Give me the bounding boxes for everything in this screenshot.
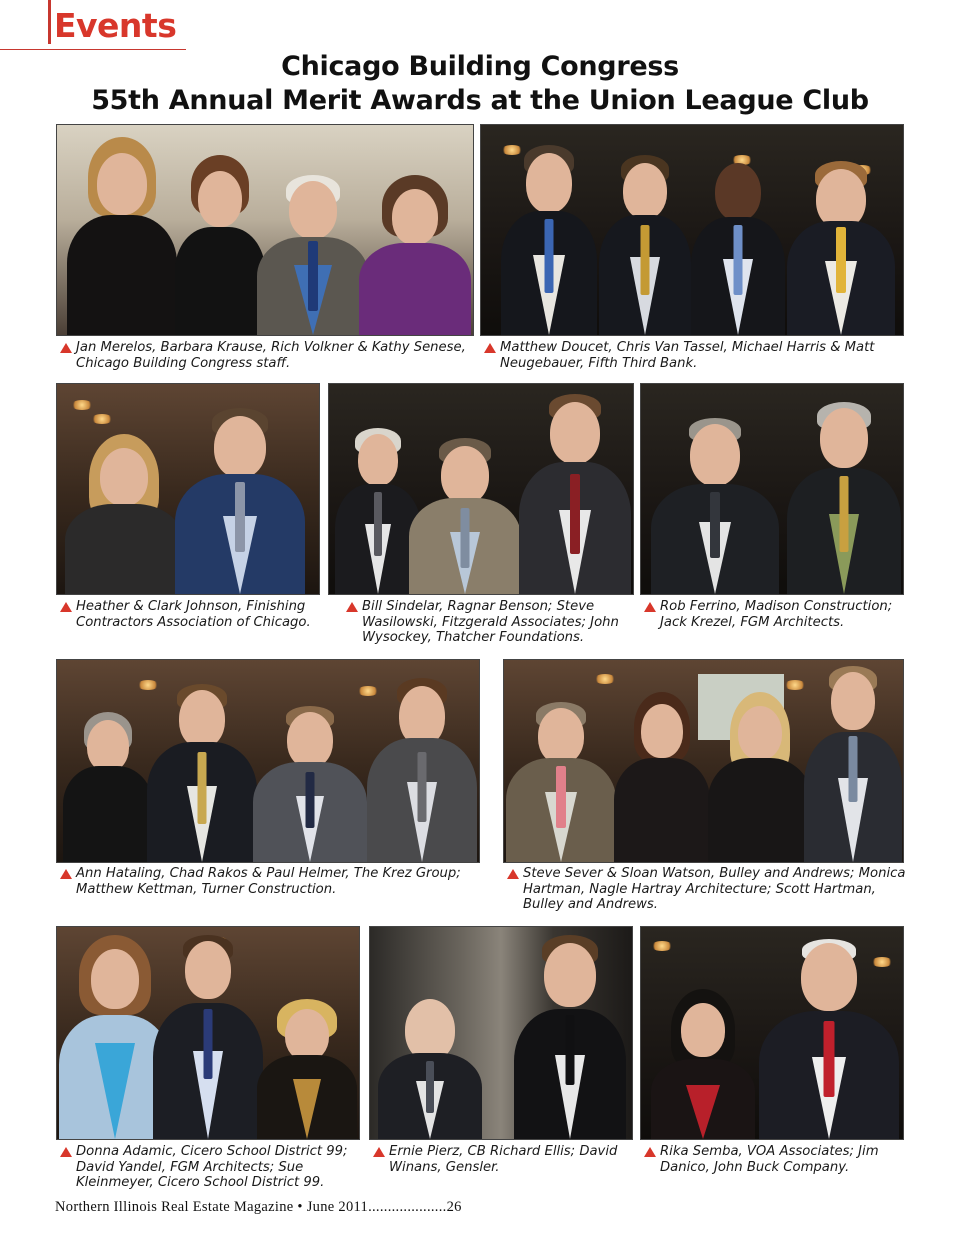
caption-triangle-icon [60, 343, 72, 353]
headline-line-2: 55th Annual Merit Awards at the Union League Club [91, 85, 869, 116]
caption-triangle-icon [346, 602, 358, 612]
photo-10-caption: Rika Semba, VOA Associates; Jim Danico, John Buck Company. [640, 1144, 904, 1175]
photo-9 [369, 926, 633, 1140]
photo-2-caption: Matthew Doucet, Chris Van Tassel, Michael Harris & Matt Neugebauer, Fifth Third Bank. [480, 340, 904, 371]
photo-4 [328, 383, 634, 595]
photo-7 [503, 659, 904, 863]
photo-1-caption: Jan Merelos, Barbara Krause, Rich Volkner & Kathy Senese, Chicago Building Congress staff. [56, 340, 476, 371]
caption-triangle-icon [373, 1147, 385, 1157]
caption-triangle-icon [60, 602, 72, 612]
photo-3 [56, 383, 320, 595]
photo-9-caption: Ernie Pierz, CB Richard Ellis; David Winans, Gensler. [369, 1144, 633, 1175]
photo-7-caption: Steve Sever & Sloan Watson, Bulley and Andrews; Monica Hartman, Nagle Hartray Architecture; Scott Hartman, Bulley and Andrews. [503, 866, 907, 913]
photo-5-caption: Rob Ferrino, Madison Construction; Jack Krezel, FGM Architects. [640, 599, 904, 630]
photo-6 [56, 659, 480, 863]
photo-8-caption: Donna Adamic, Cicero School District 99; David Yandel, FGM Architects; Sue Kleinmeyer, Cicero School District 99. [56, 1144, 366, 1191]
caption-triangle-icon [484, 343, 496, 353]
photo-10 [640, 926, 904, 1140]
caption-triangle-icon [644, 1147, 656, 1157]
photo-8 [56, 926, 360, 1140]
page-footer: Northern Illinois Real Estate Magazine • June 2011....................26 [55, 1199, 462, 1215]
caption-triangle-icon [60, 869, 72, 879]
caption-triangle-icon [507, 869, 519, 879]
caption-triangle-icon [644, 602, 656, 612]
photo-5 [640, 383, 904, 595]
photo-6-caption: Ann Hataling, Chad Rakos & Paul Helmer, The Krez Group; Matthew Kettman, Turner Construction. [56, 866, 480, 897]
photo-3-caption: Heather & Clark Johnson, Finishing Contractors Association of Chicago. [56, 599, 326, 630]
section-label: Events [54, 6, 177, 45]
photo-4-caption: Bill Sindelar, Ragnar Benson; Steve Wasilowski, Fitzgerald Associates; John Wysockey, Thatcher Foundations. [342, 599, 634, 646]
section-tag [0, 0, 186, 50]
headline-line-1: Chicago Building Congress [281, 51, 679, 82]
section-tag-bar [48, 0, 51, 44]
caption-triangle-icon [60, 1147, 72, 1157]
photo-1 [56, 124, 474, 336]
photo-2 [480, 124, 904, 336]
